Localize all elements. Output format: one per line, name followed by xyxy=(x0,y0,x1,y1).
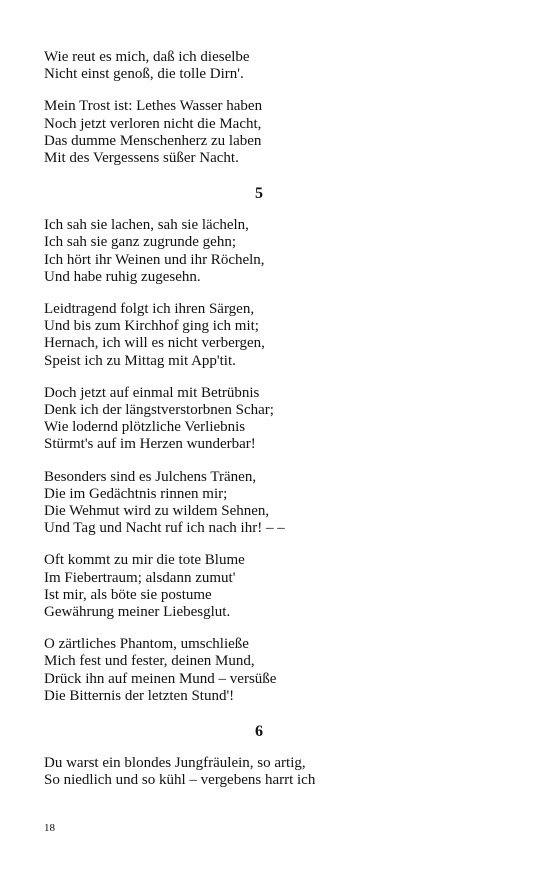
verse-line: O zärtliches Phantom, umschließe xyxy=(44,636,249,653)
verse-line: Und Tag und Nacht ruf ich nach ihr! – – xyxy=(44,520,285,537)
verse-line: Oft kommt zu mir die tote Blume xyxy=(44,552,245,569)
verse-line: Die im Gedächtnis rinnen mir; xyxy=(44,485,228,502)
stanza xyxy=(44,49,514,83)
stanza xyxy=(44,385,514,454)
stanza xyxy=(44,552,514,621)
verse-line: Drück ihn auf meinen Mund – versüße xyxy=(44,670,277,687)
verse-line: Wie reut es mich, daß ich dieselbe xyxy=(44,49,250,65)
page-number: 18 xyxy=(44,822,55,834)
verse-line: Ich sah sie ganz zugrunde gehn; xyxy=(44,234,237,251)
verse-line: Die Bitternis der letzten Stund'! xyxy=(44,687,235,704)
verse-line: Speist ich zu Mittag mit App'tit. xyxy=(44,352,236,369)
verse-line: So niedlich und so kühl – vergebens harrt ich xyxy=(44,772,316,789)
verse-line: Wie lodernd plötzliche Verliebnis xyxy=(44,419,246,436)
stanza xyxy=(44,469,514,538)
verse-line: Hernach, ich will es nicht verbergen, xyxy=(44,335,265,352)
verse-line: Die Wehmut wird zu wildem Sehnen, xyxy=(44,503,270,520)
verse-line: Gewährung meiner Liebesglut. xyxy=(44,604,231,621)
verse-line: Und bis zum Kirchhof ging ich mit; xyxy=(44,318,259,335)
verse-line: Stürmt's auf im Herzen wunderbar! xyxy=(44,436,256,453)
poem-section xyxy=(44,49,514,167)
verse-line: Noch jetzt verloren nicht die Macht, xyxy=(44,115,262,132)
poem-text xyxy=(44,49,514,805)
verse-line: Nicht einst genoß, die tolle Dirn'. xyxy=(44,66,244,83)
stanza xyxy=(44,301,514,370)
stanza xyxy=(44,636,514,705)
verse-line: Mich fest und fester, deinen Mund, xyxy=(44,653,255,670)
section-number: 5 xyxy=(255,185,263,203)
verse-line: Du warst ein blondes Jungfräulein, so artig, xyxy=(44,755,306,772)
verse-line: Ich hört ihr Weinen und ihr Röcheln, xyxy=(44,251,265,268)
poem-section xyxy=(44,723,514,789)
verse-line: Doch jetzt auf einmal mit Betrübnis xyxy=(44,384,260,401)
verse-line: Mein Trost ist: Lethes Wasser haben xyxy=(44,98,263,115)
stanza xyxy=(44,98,514,167)
verse-line: Besonders sind es Julchens Tränen, xyxy=(44,468,257,485)
verse-line: Leidtragend folgt ich ihren Särgen, xyxy=(44,301,255,318)
verse-line: Ist mir, als böte sie postume xyxy=(44,586,212,603)
verse-line: Im Fiebertraum; alsdann zumut' xyxy=(44,569,236,586)
poem-section xyxy=(44,185,514,705)
verse-line: Ich sah sie lachen, sah sie lächeln, xyxy=(44,217,249,234)
stanza xyxy=(44,755,514,789)
verse-line: Denk ich der längstverstorbnen Schar; xyxy=(44,402,274,419)
section-number: 6 xyxy=(255,723,263,741)
verse-line: Das dumme Menschenherz zu laben xyxy=(44,132,262,149)
verse-line: Mit des Vergessens süßer Nacht. xyxy=(44,150,239,167)
verse-line: Und habe ruhig zugesehn. xyxy=(44,268,201,285)
stanza xyxy=(44,217,514,286)
